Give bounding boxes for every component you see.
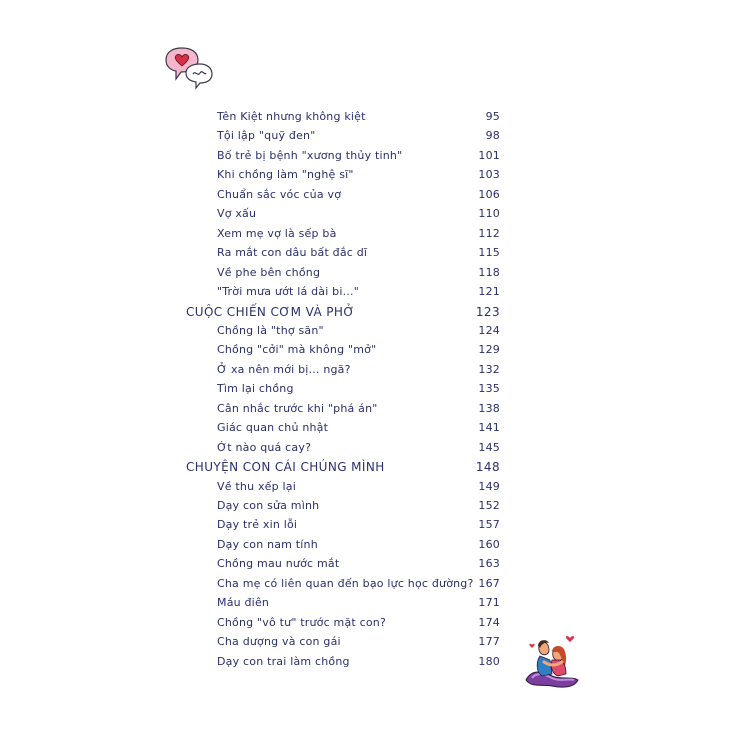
toc-entry xyxy=(217,478,500,496)
toc-entry-title: Ở xa nên mới bị... ngã? xyxy=(217,363,351,376)
toc-entry xyxy=(217,244,500,262)
toc-entry-title: Xem mẹ vợ là sếp bà xyxy=(217,227,337,240)
toc-page-number: 163 xyxy=(478,557,500,570)
toc-entry xyxy=(217,166,500,184)
toc-entry xyxy=(217,361,500,379)
toc-entry-title: Bố trẻ bị bệnh "xương thủy tinh" xyxy=(217,149,403,162)
toc-entry xyxy=(217,283,500,301)
toc-entry xyxy=(217,341,500,359)
toc-entry-title: Cha dượng và con gái xyxy=(217,635,341,648)
toc-entry xyxy=(217,614,500,632)
toc-entry xyxy=(217,205,500,223)
toc-section-title: CUỘC CHIẾN CƠM VÀ PHỞ xyxy=(186,305,355,319)
toc-entry-title: Chồng mau nước mắt xyxy=(217,557,340,570)
toc-entry-title: Khi chồng làm "nghệ sĩ" xyxy=(217,168,354,181)
toc-page-number: 123 xyxy=(475,305,500,319)
toc-section xyxy=(186,458,500,476)
toc-page-number: 149 xyxy=(478,480,500,493)
toc-entry-title: Ớt nào quá cay? xyxy=(217,441,312,454)
toc-entry-title: "Trời mưa ướt lá dài bi..." xyxy=(217,285,359,298)
toc-page-number: 110 xyxy=(478,207,500,220)
toc-page-number: 129 xyxy=(478,343,500,356)
toc-entry-title: Tìm lại chồng xyxy=(217,382,294,395)
speech-bubbles-heart-icon xyxy=(162,46,214,90)
toc-entry xyxy=(217,400,500,418)
toc-page-number: 115 xyxy=(478,246,500,259)
toc-entry-title: Dạy con trai làm chồng xyxy=(217,655,350,668)
toc-entry-title: Máu điên xyxy=(217,596,270,609)
toc-entry-title: Dạy con nam tính xyxy=(217,538,318,551)
toc-section xyxy=(186,303,500,321)
toc-page-number: 141 xyxy=(478,421,500,434)
toc-page-number: 95 xyxy=(485,110,500,123)
toc-page-number: 167 xyxy=(478,577,500,590)
toc-entry xyxy=(217,594,500,612)
toc-entry-title: Về phe bên chồng xyxy=(217,266,321,279)
toc-entry xyxy=(217,575,500,593)
toc-page-number: 157 xyxy=(478,518,500,531)
toc-entry xyxy=(217,633,500,651)
toc-entry xyxy=(217,516,500,534)
toc-page-number: 177 xyxy=(478,635,500,648)
toc-entry xyxy=(217,653,500,671)
toc-entry xyxy=(217,225,500,243)
toc-page-number: 145 xyxy=(478,441,500,454)
toc-page-number: 135 xyxy=(478,382,500,395)
toc-page-number: 174 xyxy=(478,616,500,629)
toc-entry-title: Chồng "vô tư" trước mặt con? xyxy=(217,616,387,629)
toc-entry-title: Dạy trẻ xin lỗi xyxy=(217,518,298,531)
toc-page-number: 160 xyxy=(478,538,500,551)
toc-entry-title: Chồng là "thợ săn" xyxy=(217,324,324,337)
toc-entry xyxy=(217,264,500,282)
toc-page-number: 152 xyxy=(478,499,500,512)
toc-entry xyxy=(217,555,500,573)
toc-entry-title: Cân nhắc trước khi "phá án" xyxy=(217,402,378,415)
toc-entry xyxy=(217,536,500,554)
toc-entry-title: Cha mẹ có liên quan đến bạo lực học đường? xyxy=(217,577,474,590)
toc-entry xyxy=(217,127,500,145)
toc-entry xyxy=(217,147,500,165)
toc-entry xyxy=(217,186,500,204)
toc-entry xyxy=(217,439,500,457)
toc-page-number: 106 xyxy=(478,188,500,201)
toc-entry xyxy=(217,497,500,515)
toc-entry xyxy=(217,108,500,126)
toc-entry-title: Chồng "cởi" mà không "mở" xyxy=(217,343,377,356)
toc-page-number: 118 xyxy=(478,266,500,279)
toc-section-title: CHUYỆN CON CÁI CHÚNG MÌNH xyxy=(186,460,385,474)
toc-page-number: 180 xyxy=(478,655,500,668)
hugging-couple-icon xyxy=(522,632,582,690)
toc-entry-title: Dạy con sửa mình xyxy=(217,499,320,512)
toc-page-number: 171 xyxy=(478,596,500,609)
toc-page-number: 112 xyxy=(478,227,500,240)
toc-entry xyxy=(217,419,500,437)
toc-entry-title: Tội lập "quỹ đen" xyxy=(217,129,316,142)
toc-page-number: 124 xyxy=(478,324,500,337)
toc-page-number: 148 xyxy=(475,460,500,474)
toc-page-number: 138 xyxy=(478,402,500,415)
toc-entry-title: Về thu xếp lại xyxy=(217,480,296,493)
toc-entry-title: Ra mắt con dâu bất đắc dĩ xyxy=(217,246,368,259)
toc-page-number: 101 xyxy=(478,149,500,162)
toc-entry xyxy=(217,380,500,398)
toc-entry-title: Giác quan chủ nhật xyxy=(217,421,329,434)
toc-entry xyxy=(217,322,500,340)
toc-entry-title: Tên Kiệt nhưng không kiệt xyxy=(217,110,366,123)
toc-page-number: 103 xyxy=(478,168,500,181)
toc-page-number: 98 xyxy=(485,129,500,142)
toc-entry-title: Chuẩn sắc vóc của vợ xyxy=(217,188,342,201)
toc-page-number: 121 xyxy=(478,285,500,298)
toc-entry-title: Vợ xấu xyxy=(217,207,257,220)
toc-page-number: 132 xyxy=(478,363,500,376)
